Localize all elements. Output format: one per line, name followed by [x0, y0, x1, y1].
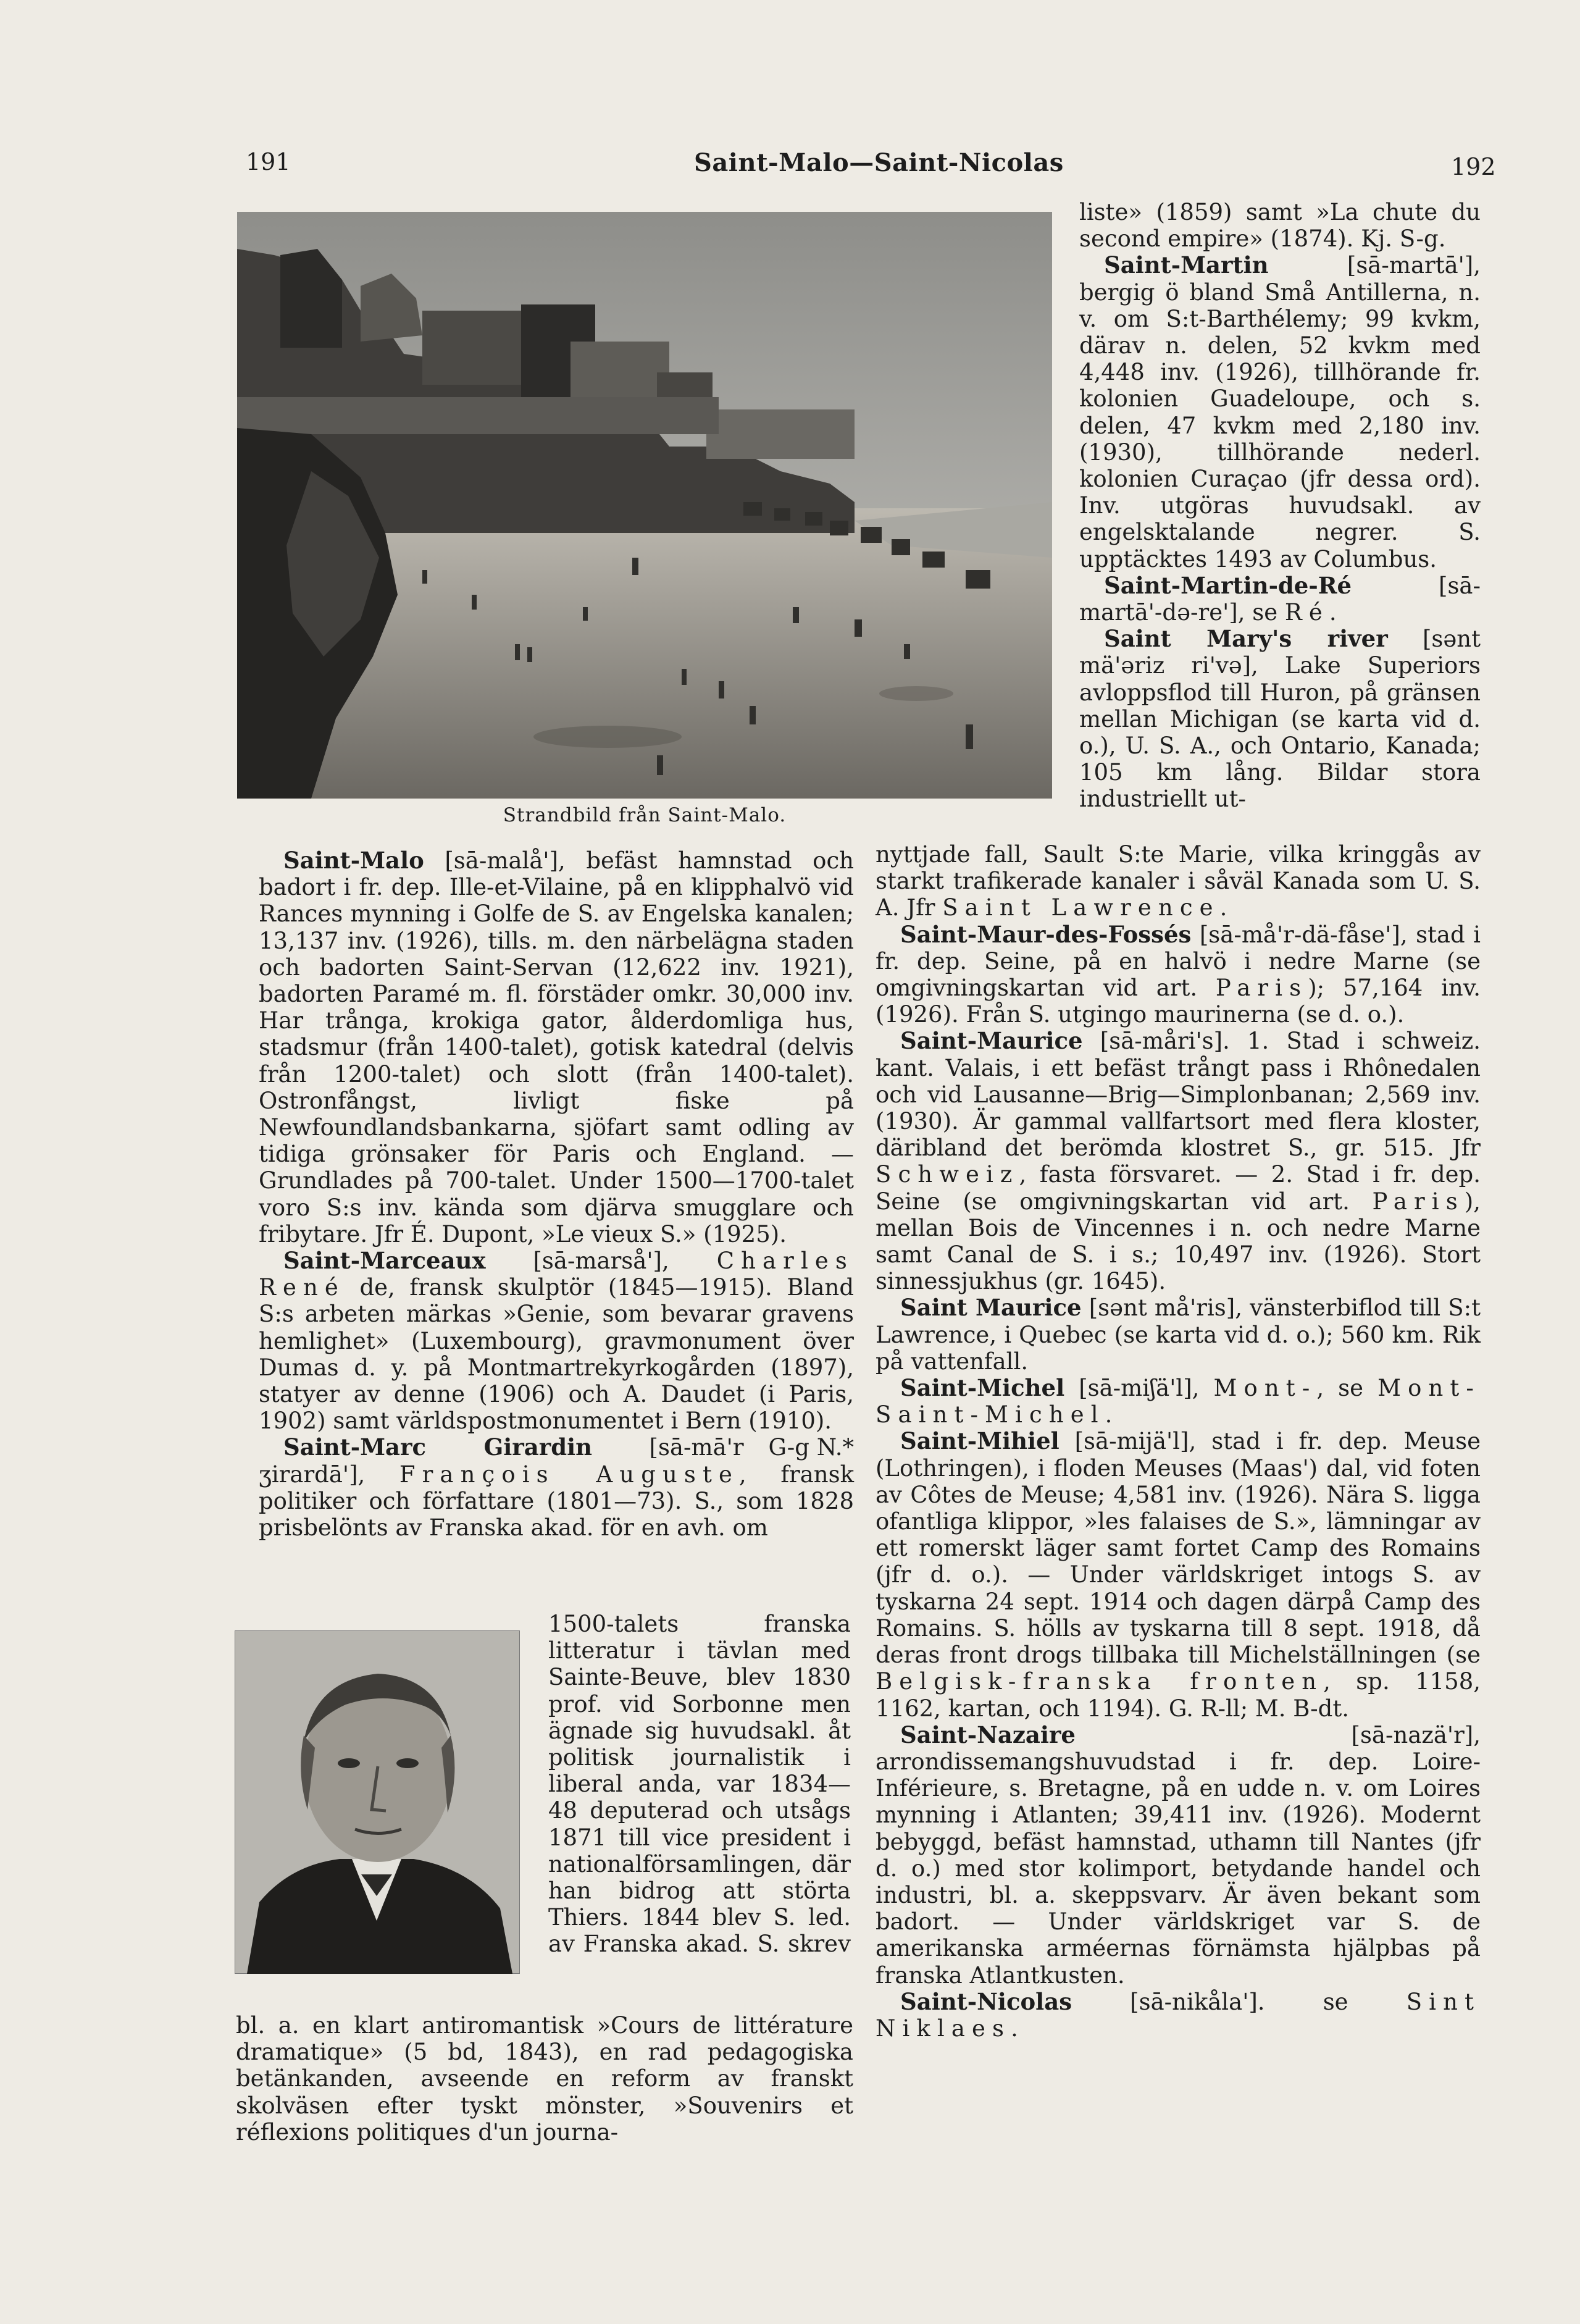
page-number-right: 192 — [1451, 153, 1496, 180]
right-column-text-upper: liste» (1859) samt »La chute du second empire» (1874). Kj. S-g. Saint-Martin [sā-martā'], bergig ö bland Små Antillerna, n. v. om S:t-Barthélemy; 99 kvkm, därav n. delen, 52 kvkm med 4,448 inv. (1926), tillhörande fr. kolonien Guadeloupe, och s. delen, 47 kvkm med 2,180 inv. (1930), tillhörande nederl. kolonien Curaçao (jfr dessa ord). Inv. utgöras huvudsakl. av engelsktalande negrer. S. upptäcktes 1493 av Columbus. Saint-Martin-de-Ré [sā-martā'-də-re'], se Ré. Saint Mary's river [sənt mä'əriz ri'və], Lake Superiors avloppsflod till Huron, på gränsen mellan Michigan (se karta vid d. o.), U. S. A., och Ontario, Kanada; 105 km lång. Bildar stora industriellt ut- — [1079, 199, 1481, 813]
entry-saint-michel: Saint-Michel [sā-miʃä'l], Mont-, se Mont-Saint-Michel. — [876, 1374, 1481, 1428]
left-column-text — [259, 847, 854, 1541]
entry-saint-maurice-river: Saint Maurice [sənt må'ris], vänsterbiflod till S:t Lawrence, i Quebec (se karta vid d. o.); 560 km. Rik på vattenfall. — [876, 1294, 1481, 1375]
right-column-text-lower: nyttjade fall, Sault S:te Marie, vilka kringgås av starkt trafikerade kanaler i såväl Kanada som U. S. A. Jfr Saint Lawrence. Saint-Maur-des-Fossés [sā-må'r-dä-fåse'], stad i fr. dep. Seine, på en halvö i nedre Marne (se omgivningskartan vid art. Paris); 57,164 inv. (1926). Från S. utgingo maurinerna (se d. o.). Saint-Maurice [sā-måri's]. 1. Stad i schweiz. kant. Valais, i ett befäst trångt pass i Rhônedalen och vid Lausanne—Brig—Simplonbanan; 2,569 inv. (1930). Är gammal vallfartsort med flera kloster, däribland det berömda klostret S., gr. 515. Jfr Schweiz, fasta försvaret. — 2. Stad i fr. dep. Seine (se omgivningskartan vid art. Paris), mellan Bois de Vincennes i n. och nedre Marne samt Canal de S. i s.; 10,497 inv. (1926). Stort sinnessjukhus (gr. 1645). Saint Maurice [sənt må'ris], vänsterbiflod till S:t Lawrence, i Quebec (se karta vid d. o.); 560 km. Rik på vattenfall. Saint-Michel [sā-miʃä'l], Mont-, se Mont-Saint-Michel. Saint-Mihiel [sā-mijä'l], stad i fr. dep. Meuse (Lothringen), i floden Meuses (Maas') dal, vid foten av Côtes de Meuse; 4,581 inv. (1926). Nära S. ligga ofantliga klippor, »les falaises de S.», lämningar av ett romerskt läger samt fortet Camp des Romains (jfr d. o.). — Under världskriget intogs S. av tyskarna 24 sept. 1914 och dagen därpå Camp des Romains. S. hölls av tyskarna till 8 sept. 1918, då deras front drogs tillbaka till Michelställningen (se Belgisk-franska fronten, sp. 1158, 1162, kartan, och 1194). G. R-ll; M. B-dt. Saint-Nazaire [sā-nazä'r], arrondissemangshuvudstad i fr. dep. Loire-Inférieure, s. Bretagne, på en udde n. v. om Loires mynning i Atlanten; 39,411 inv. (1926). Modernt bebyggd, befäst hamnstad, uthamn till Nantes (jfr d. o.) med stor kolimport, betydande handel och industri, bl. a. skeppsvarv. Är även bekant som badort. — Under världskriget var S. de amerikanska arméernas förnämsta hjälpbas på franska Atlantkusten. Saint-Nicolas [sā-nikåla']. se Sint Niklaes. — [876, 841, 1481, 2042]
entry-saint-martin: Saint-Martin [sā-martā'], bergig ö bland Små Antillerna, n. v. om S:t-Barthélemy; 99 kvkm, därav n. delen, 52 kvkm med 4,448 inv. (1926), tillhörande fr. kolonien Guadeloupe, och s. delen, 47 kvkm med 2,180 inv. (1930), tillhörande nederl. kolonien Curaçao (jfr dessa ord). Inv. utgöras huvudsakl. av engelsktalande negrer. S. upptäcktes 1493 av Columbus. — [1079, 251, 1481, 573]
entry-saint-nicolas: Saint-Nicolas [sā-nikåla']. se Sint Niklaes. — [876, 1987, 1481, 2042]
left-column-text-bottom: bl. a. en klart antiromantisk »Cours de littérature dramatique» (5 bd, 1843), en rad pedagogiska betänkanden, avseende en reform av franskt skolväsen efter tyskt mönster, »Souvenirs et réflexions politiques d'un journa- — [236, 2012, 853, 2146]
entry-saint-maurice: Saint-Maurice [sā-måri's]. 1. Stad i schweiz. kant. Valais, i ett befäst trångt pass i Rhônedalen och vid Lausanne—Brig—Simplonbanan; 2,569 inv. (1930). Är gammal vallfartsort med flera kloster, däribland det berömda klostret S., gr. 515. Jfr Schweiz, fasta försvaret. — 2. Stad i fr. dep. Seine (se omgivningskartan vid art. Paris), mellan Bois de Vincennes i n. och nedre Marne samt Canal de S. i s.; 10,497 inv. (1926). Stort sinnessjukhus (gr. 1645). — [876, 1027, 1481, 1295]
page-number-left: 191 — [246, 148, 291, 175]
entry-saint-nazaire: Saint-Nazaire [sā-nazä'r], arrondissemangshuvudstad i fr. dep. Loire-Inférieure, s. Bretagne, på en udde n. v. om Loires mynning i Atlanten; 39,411 inv. (1926). Modernt bebyggd, befäst hamnstad, uthamn till Nantes (jfr d. o.) med stor kolimport, betydande handel och industri, bl. a. skeppsvarv. Är även bekant som badort. — Under världskriget var S. de amerikanska arméernas förnämsta hjälpbas på franska Atlantkusten. — [876, 1721, 1481, 1989]
entry-saint-marys-river: Saint Mary's river [sənt mä'əriz ri'və], Lake Superiors avloppsflod till Huron, på gränsen mellan Michigan (se karta vid d. o.), U. S. A., och Ontario, Kanada; 105 km lång. Bildar stora industriellt ut- — [1079, 625, 1481, 813]
saint-marc-girardin-portrait — [235, 1630, 520, 1974]
saint-malo-beach-photo — [237, 212, 1052, 799]
entry-saint-marceaux: Saint-Marceaux [sā-marså'], Charles René de, fransk skulptör (1845—1915). Bland S:s arbeten märkas »Genie, som bevarar gravens hemlighet» (Luxembourg), gravmonument över Dumas d. y. på Montmartrekyrkogården (1897), statyer av denne (1906) och A. Daudet (i Paris, 1902) samt världspostmonumentet i Bern (1910). G-g N.* — [259, 1247, 854, 1461]
entry-saint-mihiel: Saint-Mihiel [sā-mijä'l], stad i fr. dep. Meuse (Lothringen), i floden Meuses (Maas') dal, vid foten av Côtes de Meuse; 4,581 inv. (1926). Nära S. ligga ofantliga klippor, »les falaises de S.», lämningar av ett romerskt läger samt fortet Camp des Romains (jfr d. o.). — Under världskriget intogs S. av tyskarna 24 sept. 1914 och dagen därpå Camp des Romains. S. hölls av tyskarna till 8 sept. 1918, då deras front drogs tillbaka till Michelställningen (se Belgisk-franska fronten, sp. 1158, 1162, kartan, och 1194). G. R-ll; M. B-dt. — [876, 1427, 1481, 1722]
running-head: Saint-Malo—Saint-Nicolas — [694, 148, 1064, 177]
left-column-text-beside-portrait: 1500-talets franska litteratur i tävlan med Sainte-Beuve, blev 1830 prof. vid Sorbonne men ägnade sig huvudsakl. åt politisk journalistik i liberal anda, var 1834—48 deputerad och utsågs 1871 till vice president i nationalförsamlingen, där han bidrog att störta Thiers. 1844 blev S. led. av Franska akad. S. skrev — [548, 1611, 851, 1958]
photo-caption: Strandbild från Saint-Malo. — [503, 804, 787, 826]
entry-saint-maur-des-fosses: Saint-Maur-des-Fossés [sā-må'r-dä-fåse'], stad i fr. dep. Seine, på en halvö i nedre Marne (se omgivningskartan vid art. Paris); 57,164 inv. (1926). Från S. utgingo maurinerna (se d. o.). — [876, 920, 1481, 1028]
entry-saint-martin-de-re: Saint-Martin-de-Ré [sā-martā'-də-re'], se Ré. — [1079, 571, 1481, 626]
author-signature: G-g N.* — [768, 1434, 854, 1461]
entry-saint-malo: Saint-Malo [sā-malå'], befäst hamnstad och badort i fr. dep. Ille-et-Vilaine, på en klipphalvö vid Rances mynning i Golfe de S. av Engelska kanalen; 13,137 inv. (1926), tills. m. den närbelägna staden och badorten Saint-Servan (12,622 inv. 1921), badorten Paramé m. fl. förstäder omkr. 30,000 inv. Har trånga, krokiga gator, ålderdomliga hus, stadsmur (från 1400-talet), gotisk katedral (delvis från 1200-talet) och slott (från 1400-talet). Ostronfångst, livligt fiske på Newfoundlandsbankarna, sjöfart samt odling av tidiga grönsaker för Paris och England. — Grundlades på 700-talet. Under 1500—1700-talet voro S:s inv. kända som djärva smugglare och fribytare. Jfr É. Dupont, »Le vieux S.» (1925). — [259, 847, 854, 1248]
entry-saint-marc-girardin: Saint-Marc Girardin [sā-mā'r ʒirardā'], François Auguste, fransk politiker och författare (1801—73). S., som 1828 prisbelönts av Franska akad. för en avh. om — [259, 1433, 855, 1542]
